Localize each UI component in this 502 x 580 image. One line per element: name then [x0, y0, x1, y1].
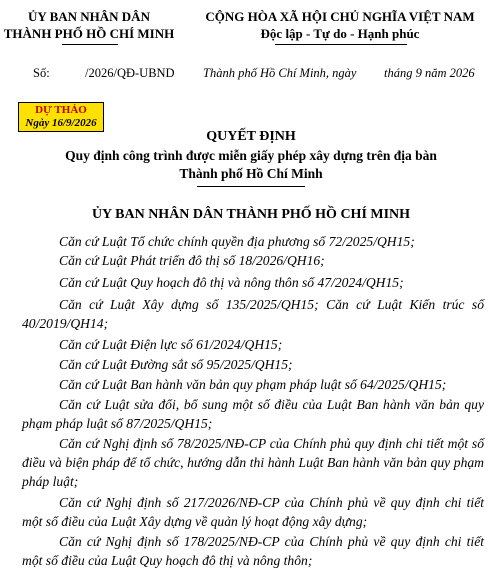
legal-basis-7: Căn cứ Luật Ban hành văn bản quy phạm pháp luật số 64/2025/QH15; — [59, 377, 447, 392]
legal-basis-8: Căn cứ Luật sửa đổi, bổ sung một số điều của Luật Ban hành văn bản quy phạm pháp luật số 87/2025/QH15; — [22, 397, 484, 431]
legal-basis-3: Căn cứ Luật Quy hoạch đô thị và nông thôn số 47/2024/QH15; — [59, 275, 404, 290]
legal-basis-10: Căn cứ Nghị định số 217/2026/NĐ-CP của Chính phủ về quy định chi tiết một số điều của Luật Xây dựng về quản lý hoạt động xây dựng; — [22, 495, 484, 529]
national-motto — [178, 8, 502, 42]
document-type-title: QUYẾT ĐỊNH — [206, 129, 296, 144]
document-subject-line-1: Quy định công trình được miễn giấy phép xây dựng trên địa bàn — [65, 148, 437, 163]
legal-basis-4: Căn cứ Luật Xây dựng số 135/2025/QH15; Căn cứ Luật Kiến trúc số 40/2019/QH14; — [22, 297, 484, 331]
draft-date: Ngày 16/9/2026 — [25, 117, 97, 129]
doc-month-year: tháng 9 năm 2026 — [384, 66, 475, 80]
agency-underline — [62, 44, 118, 45]
legal-basis-5: Căn cứ Luật Điện lực số 61/2024/QH15; — [59, 337, 283, 352]
legal-basis-11: Căn cứ Nghị định số 178/2025/NĐ-CP của Chính phủ về quy định chi tiết một số điều của Luật Quy hoạch đô thị và nông thôn; — [22, 534, 484, 568]
nation-line-1: CỘNG HÒA XÃ HỘI CHỦ NGHĨA VIỆT NAM — [205, 9, 475, 24]
nation-line-2: Độc lập - Tự do - Hạnh phúc — [260, 26, 420, 41]
draft-label: DỰ THẢO — [35, 104, 87, 116]
legal-basis-6: Căn cứ Luật Đường sắt số 95/2025/QH15; — [59, 357, 293, 372]
legal-basis-1: Căn cứ Luật Tổ chức chính quyền địa phương số 72/2025/QH15; — [59, 234, 415, 249]
legal-basis-9: Căn cứ Nghị định số 78/2025/NĐ-CP của Chính phủ quy định chi tiết một số điều và biện pháp để tổ chức, hướng dẫn thi hành Luật Ban hành văn bản quy phạm pháp luật; — [22, 436, 484, 489]
legal-basis-2: Căn cứ Luật Phát triển đô thị số 18/2026/QH16; — [59, 253, 325, 268]
motto-underline — [275, 44, 407, 45]
doc-number-value: /2026/QĐ-UBND — [85, 66, 175, 80]
issuing-authority-heading: ỦY BAN NHÂN DÂN THÀNH PHỐ HỒ CHÍ MINH — [91, 207, 411, 222]
agency-line-1: ỦY BAN NHÂN DÂN — [28, 9, 150, 24]
title-underline — [197, 186, 305, 187]
doc-number-label: Số: — [33, 66, 50, 80]
issuing-agency — [0, 8, 178, 42]
agency-line-2: THÀNH PHỐ HỒ CHÍ MINH — [3, 26, 175, 41]
doc-place-date: Thành phố Hồ Chí Minh, ngày — [203, 66, 357, 80]
document-subject-line-2: Thành phố Hồ Chí Minh — [179, 166, 323, 181]
